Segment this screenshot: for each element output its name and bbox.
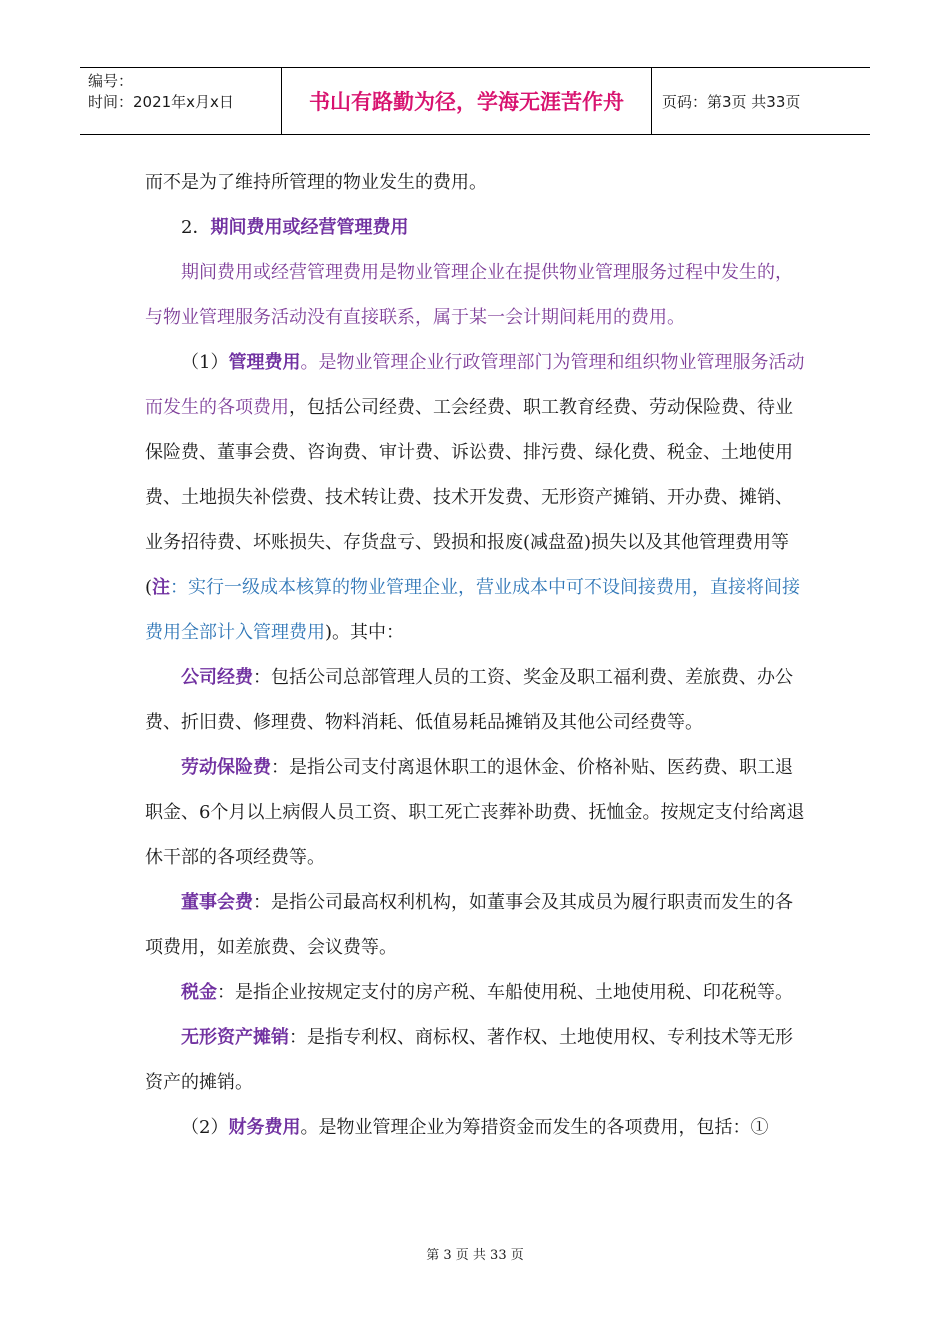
- paragraph-text: 期间费用或经营管理费用是物业管理企业在提供物业管理服务过程中发生的，与物业管理服务活动没有直接联系，属于某一会计期间耗用的费用。: [145, 262, 793, 328]
- section-heading: [145, 205, 810, 250]
- paragraph-management-fee: [145, 340, 810, 655]
- paragraph-intangible-amortization: [145, 1015, 810, 1105]
- document-number-label: 编号：: [88, 72, 134, 90]
- paragraph-text: ：包括公司总部管理人员的工资、奖金及职工福利费、差旅费、办公费、折旧费、修理费、物料消耗、低值易耗品摊销及其他公司经费等。: [145, 667, 793, 733]
- item-prefix: （2）: [181, 1117, 229, 1138]
- paragraph-text: ，包括公司经费、工会经费、职工教育经费、劳动保险费、待业保险费、董事会费、咨询费、审计费、诉讼费、排污费、绿化费、税金、土地使用费、土地损失补偿费、技术转让费、技术开发费、无形资产摊销、开办费、摊销、业务招待费、坏账损失、存货盘亏、毁损和报废(减盘盈)损失以及其他管理费用等(: [145, 397, 793, 598]
- paragraph-board-fee: [145, 880, 810, 970]
- note-label: 注: [152, 577, 171, 598]
- term-taxes: 税金: [181, 982, 217, 1003]
- section-number: 2．: [181, 217, 211, 238]
- term-financial-expenses: 财务费用: [228, 1117, 301, 1138]
- document-date: 时间：2021年x月x日: [88, 93, 234, 111]
- term-labor-insurance: 劳动保险费: [181, 757, 271, 778]
- paragraph-company-expenses: [145, 655, 810, 745]
- section-title: 期间费用或经营管理费用: [210, 217, 409, 238]
- paragraph-text: ：是指公司支付离退休职工的退休金、价格补贴、医药费、职工退职金、6个月以上病假人员工资、职工死亡丧葬补助费、抚恤金。按规定支付给离退休干部的各项经费等。: [145, 757, 805, 868]
- term-management-fee: 管理费用: [228, 352, 301, 373]
- term-company-expenses: 公司经费: [181, 667, 253, 688]
- header-meta: [80, 68, 282, 134]
- term-board-fee: 董事会费: [181, 892, 253, 913]
- paragraph-labor-insurance: [145, 745, 810, 880]
- paragraph: [145, 160, 810, 205]
- term-intangible-amortization: 无形资产摊销: [181, 1027, 289, 1048]
- header-motto: 书山有路勤为径，学海无涯苦作舟: [282, 68, 652, 134]
- paragraph-end: )。其中：: [325, 622, 405, 643]
- paragraph-text: 而不是为了维持所管理的物业发生的费用。: [145, 172, 487, 193]
- page-footer: 第 3 页 共 33 页: [426, 1248, 524, 1263]
- page-header: [80, 67, 870, 135]
- note-text: ：实行一级成本核算的物业管理企业，营业成本中可不设间接费用，直接将间接费用全部计入管理费用: [145, 577, 801, 643]
- paragraph-taxes: [145, 970, 810, 1015]
- document-body: [145, 160, 810, 1150]
- paragraph-text: ：是指企业按规定支付的房产税、车船使用税、土地使用税、印花税等。: [217, 982, 793, 1003]
- definition-text: 。是物业管理企业行政管理部门为管理和组织物业管理服务活动而发生的各项费用: [145, 352, 805, 418]
- header-page-info: 页码：第3页 共33页: [662, 92, 801, 111]
- paragraph-text: ：是指专利权、商标权、著作权、土地使用权、专利技术等无形资产的摊销。: [145, 1027, 793, 1093]
- paragraph-text: ：是指公司最高权利机构，如董事会及其成员为履行职责而发生的各项费用，如差旅费、会议费等。: [145, 892, 793, 958]
- paragraph-financial-expenses: [145, 1105, 810, 1150]
- item-prefix: （1）: [181, 352, 229, 373]
- paragraph-text: 。是物业管理企业为筹措资金而发生的各项费用，包括：①: [300, 1117, 769, 1138]
- paragraph: [145, 250, 810, 340]
